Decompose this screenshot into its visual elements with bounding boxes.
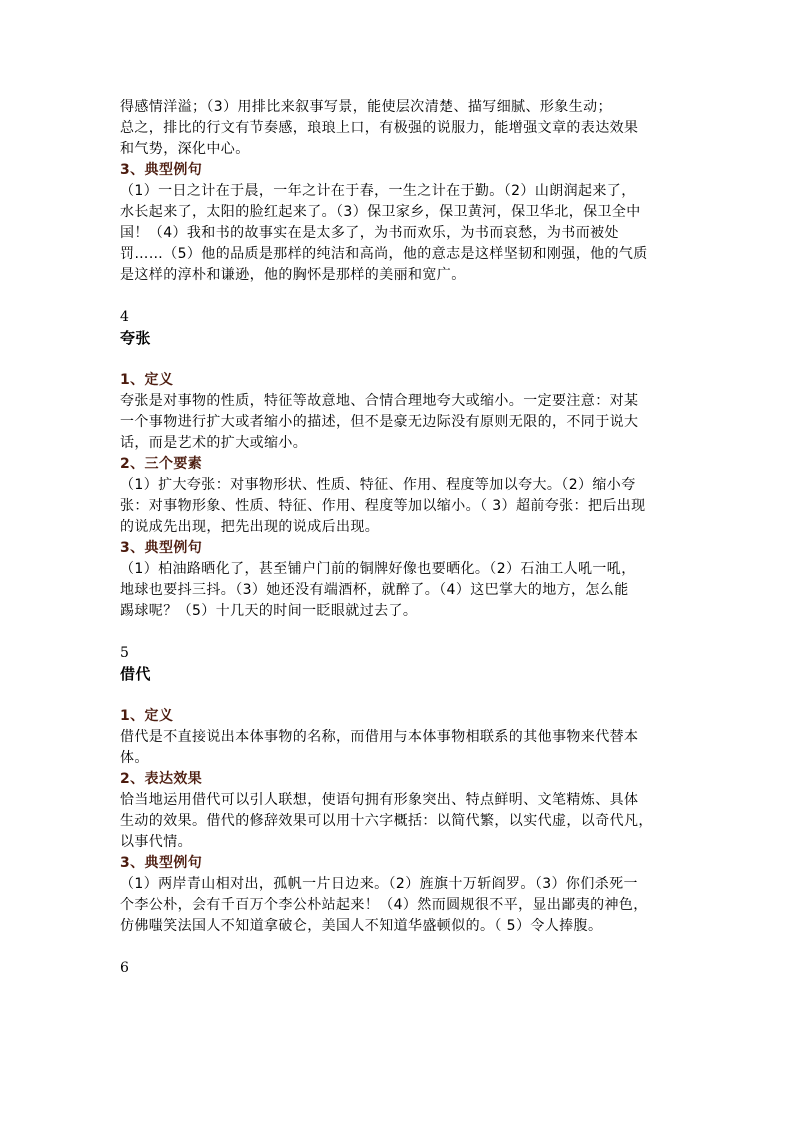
text-line: 的说成先出现，把先出现的说成后出现。 <box>120 519 380 535</box>
example-line: （1）两岸青山相对出，孤帆一片日边来。（2）旌旗十万斩阎罗。（3）你们杀死一 <box>120 876 638 892</box>
text-line: 话，而是艺术的扩大或缩小。 <box>120 435 308 451</box>
section-6 <box>120 958 680 979</box>
text-line: 体。 <box>120 750 149 766</box>
elements-heading: 2、三个要素 <box>120 456 203 472</box>
section-title: 夸张 <box>120 329 151 347</box>
example-line: 国！（4）我和书的故事实在是太多了，为书而欢乐，为书而哀愁，为书而被处 <box>120 225 619 241</box>
text-line: 借代是不直接说出本体事物的名称，而借用与本体事物相联系的其他事物来代替本 <box>120 729 639 745</box>
example-line: （1）一日之计在于晨，一年之计在于春，一生之计在于勤。（2）山朗润起来了， <box>120 183 636 199</box>
section-title: 借代 <box>120 665 151 683</box>
text-line: 总之，排比的行文有节奏感，琅琅上口，有极强的说服力，能增强文章的表达效果 <box>120 120 639 136</box>
section-hyperbole <box>120 307 680 622</box>
text-line: 夸张是对事物的性质，特征等故意地、合情合理地夸大或缩小。一定要注意：对某 <box>120 393 639 409</box>
section-metonymy <box>120 643 680 937</box>
section-number: 5 <box>120 645 130 661</box>
examples-heading: 3、典型例句 <box>120 162 203 178</box>
example-line: 水长起来了，太阳的脸红起来了。（3）保卫家乡，保卫黄河，保卫华北，保卫全中 <box>120 204 641 220</box>
section-number: 4 <box>120 309 130 325</box>
example-line: （1）柏油路晒化了，甚至铺户门前的铜牌好像也要晒化。（2）石油工人吼一吼， <box>120 561 636 577</box>
text-line: 恰当地运用借代可以引人联想，使语句拥有形象突出、特点鲜明、文笔精炼、具体 <box>120 792 639 808</box>
parallelism-continuation <box>120 97 680 286</box>
section-number: 6 <box>120 960 130 976</box>
spacer <box>120 937 680 958</box>
text-line: 一个事物进行扩大或者缩小的描述，但不是豪无边际没有原则无限的，不同于说大 <box>120 414 639 430</box>
example-line: 是这样的淳朴和谦逊，他的胸怀是那样的美丽和宽广。 <box>120 267 466 283</box>
spacer <box>120 685 680 706</box>
example-line: 个李公朴，会有千百万个李公朴站起来！（4）然而圆规很不平，显出鄙夷的神色， <box>120 897 648 913</box>
definition-heading: 1、定义 <box>120 708 174 724</box>
example-line: 地球也要抖三抖。（3）她还没有端酒杯，就醉了。（4）这巴掌大的地方，怎么能 <box>120 582 629 598</box>
spacer <box>120 286 680 307</box>
text-line: 得感情洋溢；（3）用排比来叙事写景，能使层次清楚、描写细腻、形象生动； <box>120 99 612 115</box>
spacer <box>120 622 680 643</box>
text-line: 和气势，深化中心。 <box>120 141 250 157</box>
example-line: 罚……（5）他的品质是那样的纯洁和高尚，他的意志是这样坚韧和刚强，他的气质 <box>120 246 648 262</box>
text-line: 以事代情。 <box>120 834 192 850</box>
document-page <box>120 97 680 979</box>
text-line: 生动的效果。借代的修辞效果可以用十六字概括：以简代繁，以实代虚，以奇代凡， <box>120 813 653 829</box>
spacer <box>120 349 680 370</box>
example-line: 仿佛嗤笑法国人不知道拿破仑，美国人不知道华盛顿似的。（ 5）令人捧腹。 <box>120 918 603 934</box>
definition-heading: 1、定义 <box>120 372 174 388</box>
example-line: 踢球呢？（5）十几天的时间一眨眼就过去了。 <box>120 603 418 619</box>
text-line: 张：对事物形象、性质、特征、作用、程度等加以缩小。（ 3）超前夸张：把后出现 <box>120 498 646 514</box>
examples-heading: 3、典型例句 <box>120 540 203 556</box>
examples-heading: 3、典型例句 <box>120 855 203 871</box>
effect-heading: 2、表达效果 <box>120 771 203 787</box>
text-line: （1）扩大夸张：对事物形状、性质、特征、作用、程度等加以夸大。（2）缩小夸 <box>120 477 636 493</box>
